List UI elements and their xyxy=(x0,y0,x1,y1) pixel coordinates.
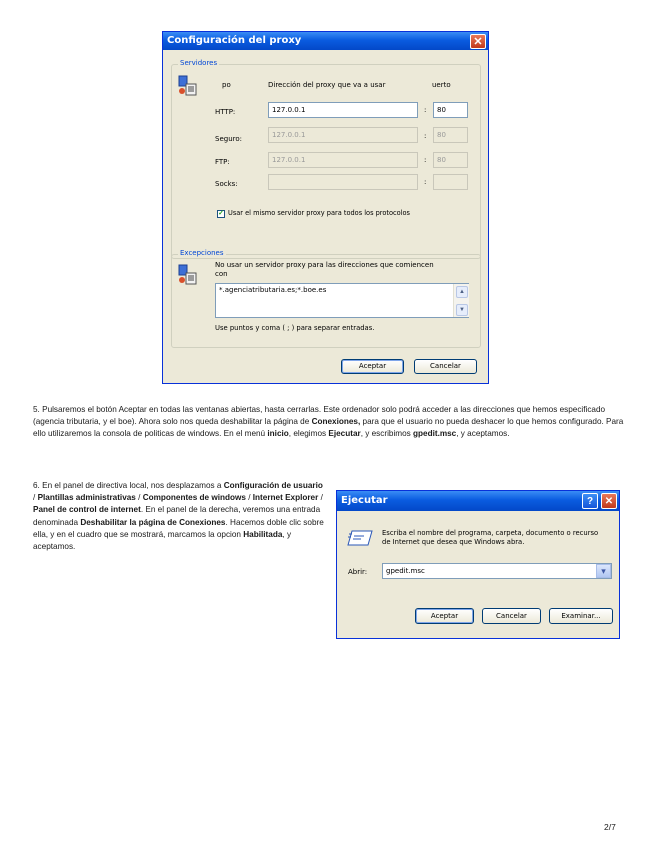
exceptions-legend: Excepciones xyxy=(180,249,224,257)
p6-text-3: / xyxy=(135,493,143,503)
p6-bold-internet-explorer: Internet Explorer xyxy=(252,493,319,503)
proxy-dialog-title: Configuración del proxy xyxy=(163,32,488,50)
p6-text-2: / xyxy=(33,493,38,503)
proxy-settings-dialog xyxy=(162,31,489,384)
exceptions-list-icon xyxy=(178,264,198,291)
http-address-input[interactable]: 127.0.0.1 xyxy=(268,102,418,118)
page-number: 2/7 xyxy=(604,822,616,832)
run-program-icon xyxy=(347,529,373,552)
secure-port-separator: : xyxy=(424,132,427,140)
p6-text-6: . En el panel de la derecha, veremos una entrada denominada xyxy=(33,505,321,527)
socks-address-input[interactable] xyxy=(268,174,418,190)
http-port-input[interactable]: 80 xyxy=(433,102,468,118)
column-type: po xyxy=(222,81,231,89)
close-icon[interactable]: ✕ xyxy=(470,34,486,49)
p6-bold-admin-templates: Plantillas administrativas xyxy=(37,493,136,503)
p6-bold-disable-connections: Deshabilitar la página de Conexiones xyxy=(80,517,226,527)
proxy-accept-button[interactable]: Aceptar xyxy=(341,359,404,374)
p5-bold-run: Ejecutar xyxy=(328,429,361,439)
same-server-label[interactable]: Usar el mismo servidor proxy para todos los protocolos xyxy=(228,209,410,217)
ftp-label: FTP: xyxy=(215,158,230,166)
run-browse-button[interactable]: Examinar... xyxy=(549,608,613,624)
p5-bold-start: inicio xyxy=(267,429,289,439)
ftp-port-input[interactable]: 80 xyxy=(433,152,468,168)
http-port-separator: : xyxy=(424,106,427,114)
p6-text-5: / xyxy=(318,493,323,503)
p5-bold-gpedit: gpedit.msc xyxy=(413,429,457,439)
p5-text-5: , y aceptamos. xyxy=(456,429,510,439)
close-icon[interactable]: ✕ xyxy=(601,493,617,509)
p6-bold-enabled: Habilitada xyxy=(243,529,283,539)
secure-address-input[interactable]: 127.0.0.1 xyxy=(268,127,418,143)
p6-bold-user-config: Configuración de usuario xyxy=(223,481,323,490)
p5-text-1: 5. Pulsaremos el botón Aceptar en todas las ventanas abiertas, hasta cerrarlas. Este ordenador solo podrá acceder a las direcciones que hemos especificado (agencia tributaria, y el boe). Ahora solo nos queda deshabilitar la página de xyxy=(33,405,606,427)
open-combobox[interactable]: gpedit.msc xyxy=(382,563,612,579)
run-accept-button[interactable]: Aceptar xyxy=(415,608,474,624)
p5-text-3: , elegimos xyxy=(288,429,329,439)
p5-text-2: para que el usuario no pueda deshacer lo que hemos configurado. Para ello utilizaremos la consola de politicas de windows. En el menú xyxy=(33,417,624,439)
column-port: uerto xyxy=(432,81,451,89)
exceptions-label: No usar un servidor proxy para las direcciones que comiencen con xyxy=(215,261,434,278)
servers-legend: Servidores xyxy=(180,59,218,67)
p6-bold-windows-components: Componentes de windows xyxy=(142,493,246,503)
socks-label: Socks: xyxy=(215,180,238,188)
p5-bold-connections: Conexiones, xyxy=(311,417,361,427)
open-label: Abrir: xyxy=(348,568,368,576)
exceptions-hint: Use puntos y coma ( ; ) para separar entradas. xyxy=(215,324,375,332)
p6-text-4: / xyxy=(245,493,253,503)
help-icon[interactable]: ? xyxy=(582,493,598,509)
paragraph-step-6 xyxy=(33,480,325,553)
p6-text-7: . Hacemos doble clic sobre ella, y en el cuadro que se mostrará, marcamos la opcion xyxy=(33,517,324,539)
p5-text-4: , y escribimos xyxy=(360,429,414,439)
exceptions-scrollbar[interactable] xyxy=(453,284,469,317)
ftp-port-separator: : xyxy=(424,156,427,164)
run-dialog xyxy=(336,490,620,639)
socks-port-separator: : xyxy=(424,178,427,186)
scroll-up-icon[interactable]: ▲ xyxy=(456,286,468,298)
secure-port-input[interactable]: 80 xyxy=(433,127,468,143)
column-address: Dirección del proxy que va a usar xyxy=(268,81,386,89)
p6-text-8: , y aceptamos. xyxy=(33,529,292,552)
paragraph-step-5 xyxy=(33,404,629,441)
run-dialog-title: Ejecutar xyxy=(337,491,619,511)
proxy-cancel-button[interactable]: Cancelar xyxy=(414,359,477,374)
chevron-down-icon[interactable]: ▾ xyxy=(596,564,611,578)
secure-label: Seguro: xyxy=(215,135,242,143)
p6-bold-control-panel: Panel de control de internet xyxy=(33,505,141,515)
p6-text-1: 6. En el panel de directiva local, nos desplazamos a xyxy=(33,481,224,490)
run-description: Escriba el nombre del programa, carpeta, documento o recurso de Internet que desea que Windows abra. xyxy=(382,529,599,546)
exceptions-textarea[interactable]: *.agenciatributaria.es;*.boe.es xyxy=(215,283,469,318)
ftp-address-input[interactable]: 127.0.0.1 xyxy=(268,152,418,168)
socks-port-input[interactable] xyxy=(433,174,468,190)
network-computer-icon xyxy=(178,75,198,102)
http-label: HTTP: xyxy=(215,108,236,116)
scroll-down-icon[interactable]: ▼ xyxy=(456,304,468,316)
run-cancel-button[interactable]: Cancelar xyxy=(482,608,541,624)
same-server-checkbox[interactable]: ✓ xyxy=(218,210,224,217)
